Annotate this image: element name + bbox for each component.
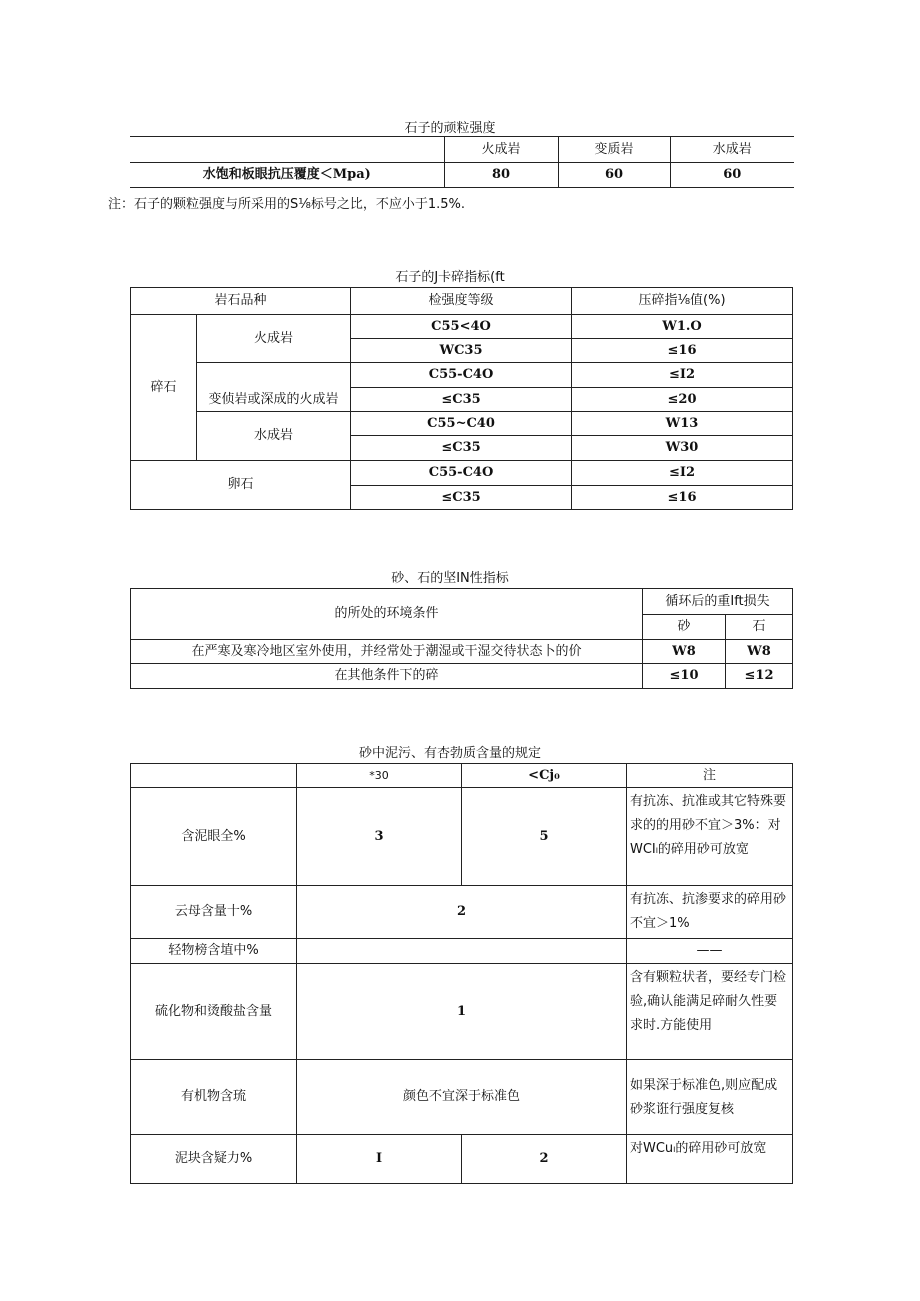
table4-mica-value: 2: [297, 886, 627, 939]
table4-label-mud: 含泥眼全%: [131, 788, 297, 886]
table2-grade: ≤C35: [351, 388, 572, 412]
table2-value: ≤16: [572, 339, 793, 363]
table1-row-label: 水饱和板眼抗压覆度＜Mpa): [130, 163, 444, 188]
table4-mica-note: 有抗冻、抗渗要求的碎用砂不宜＞1%: [627, 886, 793, 939]
table2-group-pebble: 卵石: [131, 461, 351, 510]
table1-caption: 石子的顽粒强度: [404, 121, 496, 136]
table4-mud-value1: 3: [297, 788, 462, 886]
table1-value-igneous: 80: [444, 163, 558, 188]
table2-grade: C55-C4O: [351, 461, 572, 486]
table2-type-igneous: 火成岩: [197, 315, 351, 363]
table2-grade: C55~C40: [351, 412, 572, 436]
strength-table: [130, 136, 794, 188]
table4-label-clay: 泥块含疑力%: [131, 1135, 297, 1184]
table4-clay-value1: I: [297, 1135, 462, 1184]
table2-type-sedimentary: 水成岩: [197, 412, 351, 461]
table1-value-sedimentary: 60: [670, 163, 794, 188]
table4-label-sulfide: 硫化物和烫酸盐含量: [131, 964, 297, 1060]
table2-caption: 石子的J卡碎指标(ft: [395, 270, 505, 285]
impurity-table: [130, 763, 793, 1184]
table4-header-note: 注: [627, 764, 793, 788]
soundness-table: [130, 588, 793, 689]
table4-organic-note: 如果深于标准色,则应配成砂浆诳行强度复核: [627, 1060, 793, 1135]
crushing-index-table: [130, 287, 793, 510]
table2-grade: C55<4O: [351, 315, 572, 339]
table3-sand-value: W8: [643, 640, 726, 664]
table4-organic-value: 颜色不宜深于标准色: [297, 1060, 627, 1135]
table1-header-metamorphic: 变质岩: [558, 137, 670, 163]
table4-light-value: [297, 939, 627, 964]
table2-grade: WC35: [351, 339, 572, 363]
table1-corner: [130, 137, 444, 163]
table4-caption: 砂中泥污、有杏勃质含量的规定: [358, 746, 541, 761]
table2-value: W13: [572, 412, 793, 436]
table2-header-type: 岩石品种: [131, 288, 351, 315]
table4-clay-value2: 2: [462, 1135, 627, 1184]
table3-stone-value: W8: [726, 640, 793, 664]
table4-sulfide-note: 含有颗粒状者，要经专门检验,确认能满足碎耐久性要求时.方能使用: [627, 964, 793, 1060]
table3-header-sand: 砂: [643, 615, 726, 640]
table4-mud-note: 有抗冻、抗准或其它特殊要求的的用砂不宜＞3%：对WCIₗ的碎用砂可放宽: [627, 788, 793, 886]
table3-header-env: 的所处的环境条件: [131, 589, 643, 640]
table3-stone-value: ≤12: [726, 664, 793, 689]
table4-corner: [131, 764, 297, 788]
table1-value-metamorphic: 60: [558, 163, 670, 188]
table2-grade: ≤C35: [351, 486, 572, 510]
table2-value: W30: [572, 436, 793, 461]
table4-header-c1: *30: [297, 764, 462, 788]
table2-value: ≤I2: [572, 363, 793, 388]
table4-mud-value2: 5: [462, 788, 627, 886]
table2-value: ≤20: [572, 388, 793, 412]
table4-header-c2: <Cj₀: [462, 764, 627, 788]
table2-value: ≤I2: [572, 461, 793, 486]
table3-caption: 砂、石的坚IN性指标: [391, 571, 509, 586]
table2-type-metamorphic: 变侦岩或深成的火成岩: [197, 363, 351, 412]
table2-header-grade: 检强度等级: [351, 288, 572, 315]
table3-condition: 在其他条件下的碎: [131, 664, 643, 689]
table3-header-stone: 石: [726, 615, 793, 640]
table2-group-crushed-stone: 碎石: [131, 315, 197, 461]
table2-grade: ≤C35: [351, 436, 572, 461]
table4-label-mica: 云母含量十%: [131, 886, 297, 939]
table4-label-organic: 有机物含琉: [131, 1060, 297, 1135]
table4-label-light: 轻物榜含埴中%: [131, 939, 297, 964]
table1-header-igneous: 火成岩: [444, 137, 558, 163]
table4-light-note: ——: [627, 939, 793, 964]
table1-note: 注：石子的颗粒强度与所采用的S⅛标号之比，不应小于1.5%.: [108, 197, 466, 212]
table3-condition: 在严寒及寒冷地区室外使用，并经常处于潮湿或干湿交待状态卜的价: [131, 640, 643, 664]
table2-value: W1.O: [572, 315, 793, 339]
table3-header-loss: 循环后的重Ift损失: [643, 589, 793, 615]
table2-grade: C55-C4O: [351, 363, 572, 388]
table2-header-value: 压碎指⅛值(%): [572, 288, 793, 315]
table1-header-sedimentary: 水成岩: [670, 137, 794, 163]
table4-sulfide-value: 1: [297, 964, 627, 1060]
table2-value: ≤16: [572, 486, 793, 510]
table4-clay-note: 对WCuₗ的碎用砂可放宽: [627, 1135, 793, 1184]
table3-sand-value: ≤10: [643, 664, 726, 689]
